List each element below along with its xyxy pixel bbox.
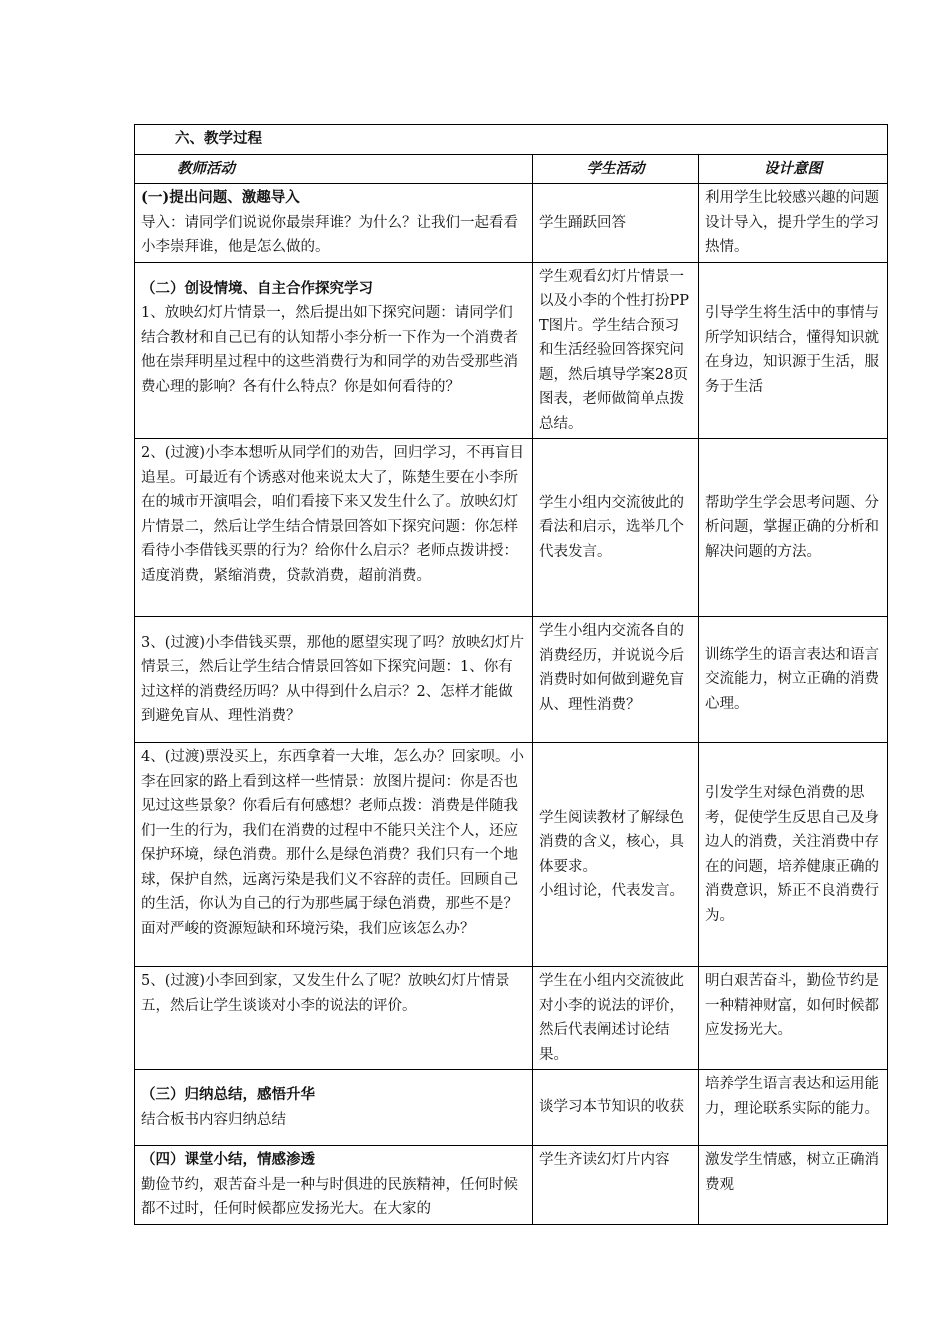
teacher-cell: 5、(过渡)小李回到家，又发生什么了呢？放映幻灯片情景五，然后让学生谈谈对小李的说法的评价。	[135, 967, 533, 1070]
student-cell: 学生齐读幻灯片内容	[533, 1146, 699, 1225]
teacher-cell	[135, 1146, 533, 1225]
header-design-intent: 设计意图	[699, 154, 888, 184]
student-cell: 谈学习本节知识的收获	[533, 1070, 699, 1146]
teacher-text: 1、放映幻灯片情景一，然后提出如下探究问题：请同学们结合教材和自己已有的认知帮小李分析一下作为一个消费者他在崇拜明星过程中的这些消费行为和同学的劝告受那些消费心理的影响？各有什么特点？你是如何看待的？	[141, 305, 518, 395]
teacher-cell: 4、(过渡)票没买上，东西拿着一大堆，怎么办？回家呗。小李在回家的路上看到这样一些情景：放图片提问：你是否也见过这些景象？你看后有何感想？老师点拨：消费是伴随我们一生的行为，我们在消费的过程中不能只关注个人，还应保护环境，绿色消费。那什么是绿色消费？我们只有一个地球，保护自然，远离污染是我们义不容辞的责任。回顾自己的生活，你认为自己的行为那些属于绿色消费，那些不是？面对严峻的资源短缺和环境污染，我们应该怎么办？	[135, 743, 533, 967]
table-row	[135, 1070, 888, 1146]
teacher-cell: 2、(过渡)小李本想听从同学们的劝告，回归学习，不再盲目追星。可最近有个诱惑对他来说太大了，陈楚生要在小李所在的城市开演唱会，咱们看接下来又发生什么了。放映幻灯片情景二，然后让学生结合情景回答如下探究问题：你怎样看待小李借钱买票的行为？给你什么启示？老师点拨讲授：适度消费，紧缩消费，贷款消费，超前消费。	[135, 439, 533, 617]
header-teacher-activity: 教师活动	[135, 154, 533, 184]
design-cell: 训练学生的语言表达和语言交流能力，树立正确的消费心理。	[699, 617, 888, 743]
table-row	[135, 262, 888, 439]
student-cell: 学生在小组内交流彼此对小李的说法的评价，然后代表阐述讨论结果。	[533, 967, 699, 1070]
student-text-2: 小组讨论，代表发言。	[539, 883, 684, 899]
teacher-text: 导入：请同学们说说你最崇拜谁？为什么？让我们一起看看小李崇拜谁，他是怎么做的。	[141, 214, 518, 255]
design-cell: 利用学生比较感兴趣的问题设计导入，提升学生的学习热情。	[699, 184, 888, 263]
row-title: （二）创设情境、自主合作探究学习	[141, 279, 373, 297]
teacher-cell	[135, 262, 533, 439]
student-cell: 学生小组内交流各自的消费经历，并说说今后消费时如何做到避免盲从、理性消费？	[533, 617, 699, 743]
design-cell: 帮助学生学会思考问题、分析问题，掌握正确的分析和解决问题的方法。	[699, 439, 888, 617]
table-row	[135, 743, 888, 967]
row-title: （四）课堂小结，情感渗透	[141, 1151, 315, 1168]
row-title: (一)提出问题、激趣导入	[141, 189, 300, 206]
student-cell: 学生观看幻灯片情景一以及小李的个性打扮PPT图片。学生结合预习和生活经验回答探究问题，然后填导学案28页图表，老师做简单点拨总结。	[533, 262, 699, 439]
teacher-text: 结合板书内容归纳总结	[141, 1111, 286, 1128]
teacher-cell: 3、(过渡)小李借钱买票，那他的愿望实现了吗？放映幻灯片情景三，然后让学生结合情景回答如下探究问题：1、你有过这样的消费经历吗？从中得到什么启示？2、怎样才能做到避免盲从、理性消费？	[135, 617, 533, 743]
design-cell: 激发学生情感，树立正确消费观	[699, 1146, 888, 1225]
table-row	[135, 617, 888, 743]
row-title: （三）归纳总结，感悟升华	[141, 1086, 315, 1103]
table-row	[135, 967, 888, 1070]
student-text: 学生阅读教材了解绿色消费的含义，核心，具体要求。	[539, 809, 684, 875]
student-cell: 学生踊跃回答	[533, 184, 699, 263]
teacher-cell	[135, 184, 533, 263]
table-row	[135, 184, 888, 263]
table-row	[135, 1146, 888, 1225]
design-cell: 培养学生语言表达和运用能力，理论联系实际的能力。	[699, 1070, 888, 1146]
section-title: 六、教学过程	[135, 125, 888, 155]
design-cell: 明白艰苦奋斗，勤俭节约是一种精神财富，如何时候都应发扬光大。	[699, 967, 888, 1070]
teacher-text: 勤俭节约，艰苦奋斗是一种与时俱进的民族精神，任何时候都不过时，任何时候都应发扬光大。在大家的	[141, 1176, 518, 1217]
teacher-cell	[135, 1070, 533, 1146]
design-cell: 引导学生将生活中的事情与所学知识结合，懂得知识就在身边，知识源于生活，服务于生活	[699, 262, 888, 439]
header-student-activity: 学生活动	[533, 154, 699, 184]
table-row	[135, 439, 888, 617]
student-cell: 学生小组内交流彼此的看法和启示，选举几个代表发言。	[533, 439, 699, 617]
student-cell	[533, 743, 699, 967]
teaching-process-table	[134, 124, 888, 1225]
design-cell: 引发学生对绿色消费的思考，促使学生反思自己及身边人的消费，关注消费中存在的问题，培养健康正确的消费意识，矫正不良消费行为。	[699, 743, 888, 967]
